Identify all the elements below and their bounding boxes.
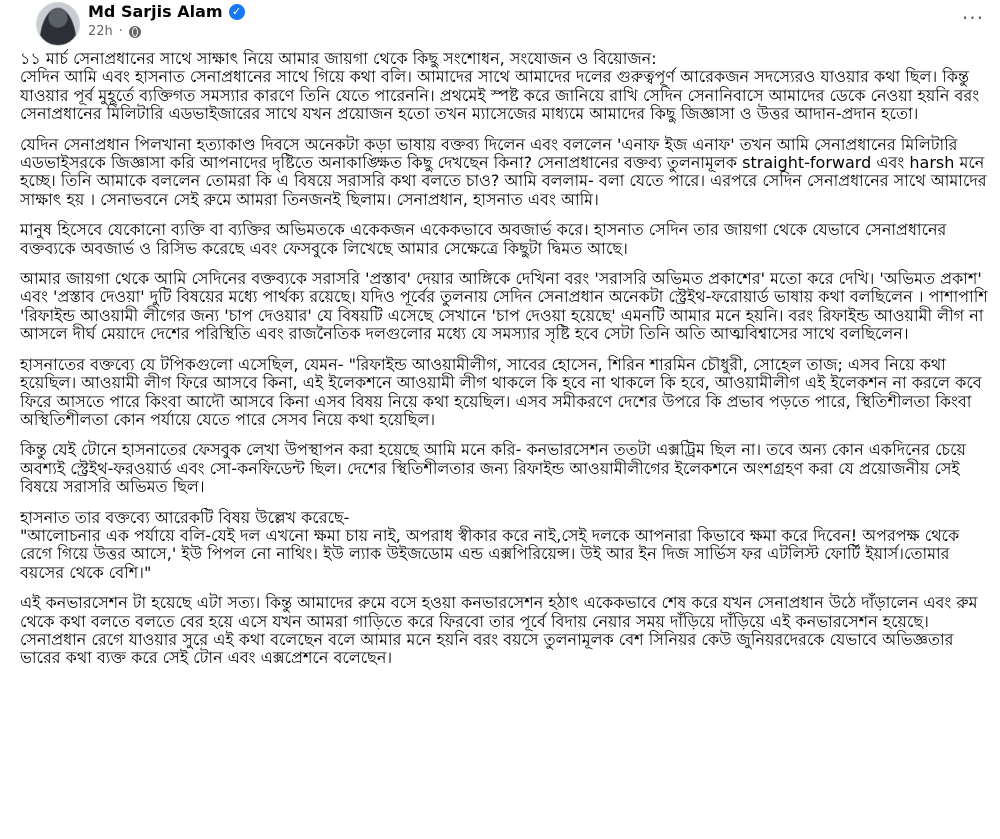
post-paragraph: হাসনাতের বক্তব্যে যে টপিকগুলো এসেছিল, যেমন- "রিফাইন্ড আওয়ামীলীগ, সাবের হোসেন, শিরিন শারমিন চৌধুরী, সোহেল তাজ; এসব নিয়ে কথা হয়েছিল। আওয়ামী লীগ ফিরে আসবে কিনা, এই ইলেকশনে আওয়ামী লীগ থাকলে কি হবে না থাকলে কি হবে, আওয়ামীলীগ এই ইলেকশন না করলে কবে ফিরে আসতে পারে কিংবা আদৌ আসবে কিনা এসব বিষয় নিয়ে কথা হয়েছিল। এসব সমীকরণে দেশের উপরে কি প্রভাব পড়তে পারে, স্থিতিশীলতা কিংবা অস্থিতিশীলতা কোন পর্যায়ে যেতে পারে সেসব নিয়ে কথা হয়েছিল।: [20, 354, 982, 429]
post-paragraph: মানুষ হিসেবে যেকোনো ব্যক্তি বা ব্যক্তির অভিমতকে একেকজন একেকভাবে অবজার্ভ করে। হাসনাত সেদিন তার জায়গা থেকে যেভাবে সেনাপ্রধানের বক্তব্যকে অবজার্ভ ও রিসিভ করেছে এবং ফেসবুকে লিখেছে আমার সেক্ষেত্রে কিছুটা দ্বিমত আছে।: [20, 220, 947, 258]
globe-icon: [129, 26, 141, 38]
more-options-button[interactable]: ···: [961, 6, 984, 30]
post-header: [20, 0, 992, 46]
post-paragraph: যেদিন সেনাপ্রধান পিলখানা হত্যাকাণ্ড দিবসে অনেকটা কড়া ভাষায় বক্তব্য দিলেন এবং বললেন 'এনাফ ইজ এনাফ' তখন আমি সেনাপ্রধানের মিলিটারি এডভাইসরকে জিজ্ঞাসা করি আপনাদের দৃষ্টিতে অনাকাঙ্ক্ষিত কিছু দেখছেন কিনা? সেনাপ্রধানের বক্তব্য তুলনামূলক straight-forward এবং harsh মনে হচ্ছে। তিনি আমাকে বললেন তোমরা কি এ বিষয়ে সরাসরি কথা বলতে চাও? আমি বললাম- বলা যেতে পারে। এরপরে সেদিন সেনাপ্রধানের সাথে আমাদের সাক্ষাৎ হয় । সেনাভবনে সেই রুমে আমরা তিনজনই ছিলাম। সেনাপ্রধান, হাসনাত এবং আমি।: [20, 134, 987, 209]
verified-badge-icon: ✓: [229, 4, 245, 20]
post-paragraph: কিন্তু যেই টোনে হাসনাতের ফেসবুক লেখা উপস্থাপন করা হয়েছে আমি মনে করি- কনভারসেশন ততটা এক্সট্রিম ছিল না। তবে অন্য কোন একদিনের চেয়ে অবশ্যই স্ট্রেইথ-ফরওয়ার্ড এবং সো-কনফিডেন্ট ছিল। দেশের স্থিতিশীলতার জন্য রিফাইন্ড আওয়ামীলীগের ইলেকশনে অংশগ্রহণ করা যে প্রয়োজনীয় সেই বিষয়ে সরাসরি অভিমত ছিল।: [20, 440, 966, 497]
post-paragraph: ১১ মার্চ সেনাপ্রধানের সাথে সাক্ষাৎ নিয়ে আমার জায়গা থেকে কিছু সংশোধন, সংযোজন ও বিয়োজন: সেদিন আমি এবং হাসনাত সেনাপ্রধানের সাথে গিয়ে কথা বলি। আমাদের সাথে আমাদের দলের গুরুত্বপূর্ণ আরেকজন সদস্যেরও যাওয়ার কথা ছিল। কিন্তু যাওয়ার পূর্ব মুহূর্তে ব্যক্তিগত সমস্যার কারণে তিনি যেতে পারেননি। প্রথমেই স্পষ্ট করে জানিয়ে রাখি সেদিন সেনানিবাসে আমাদের ডেকে নেওয়া হয়নি বরং সেনাপ্রধানের মিলিটারি এডভাইজারের সাথে যখন প্রয়োজন হতো তখন ম্যাসেজের মাধ্যমে আমাদের কিছু জিজ্ঞাসা ও উত্তর আদান-প্রদান হতো।: [20, 49, 980, 124]
post-paragraph: এই কনভারসেশন টা হয়েছে এটা সত্য। কিন্তু আমাদের রুমে বসে হওয়া কনভারসেশন হঠাৎ একেকভাবে শেষ করে যখন সেনাপ্রধান উঠে দাঁড়ালেন এবং রুম থেকে কথা বলতে বলতে বের হয়ে এসে যখন আমরা গাড়িতে করে ফিরবো তার পূর্বে বিদায় নেয়ার সময় দাঁড়িয়ে দাঁড়িয়ে এই কনভারসেশন হয়েছে। সেনাপ্রধান রেগে যাওয়ার সুরে এই কথা বলেছেন বলে আমার মনে হয়নি বরং বয়সে তুলনামূলক বেশ সিনিয়র কেউ জুনিয়রদেরকে যেভাবে অভিজ্ঞতার ভারের কথা ব্যক্ত করে সেই টোন এবং এক্সপ্রেশনে বলেছেন।: [20, 593, 978, 668]
post-paragraph: হাসনাত তার বক্তব্যে আরেকটি বিষয় উল্লেখ করেছে- "আলোচনার এক পর্যায়ে বলি-যেই দল এখনো ক্ষমা চায় নাই, অপরাধ স্বীকার করে নাই,সেই দলকে আপনারা কিভাবে ক্ষমা করে দিবেন! অপরপক্ষ থেকে রেগে গিয়ে উত্তর আসে,' ইউ পিপল নো নাথিং। ইউ ল্যাক উইজডোম এন্ড এক্সপিরিয়েন্স। উই আর ইন দিজ সার্ভিস ফর এটলিস্ট ফোর্টি ইয়ার্স।তোমার বয়সের থেকে বেশি।": [20, 507, 960, 582]
post-paragraph: আমার জায়গা থেকে আমি সেদিনের বক্তব্যকে সরাসরি 'প্রস্তাব' দেয়ার আঙ্গিকে দেখিনা বরং 'সরাসরি অভিমত প্রকাশের' মতো করে দেখি। 'অভিমত প্রকাশ' এবং 'প্রস্তাব দেওয়া' দুটি বিষয়ের মধ্যে পার্থক্য রয়েছে। যদিও পূর্বের তুলনায় সেদিন সেনাপ্রধান অনেকটা স্ট্রেইথ-ফরোয়ার্ড ভাষায় কথা বলছিলেন । পাশাপাশি 'রিফাইন্ড আওয়ামী লীগের জন্য 'চাপ দেওয়ার' যে বিষয়টি এসেছে সেখানে 'চাপ দেওয়া হয়েছে' এমনটি আমার মনে হয়নি। বরং রিফাইন্ড আওয়ামী লীগ না আসলে দীর্ঘ মেয়াদে দেশের পরিস্থিতি এবং রাজনৈতিক দলগুলোর মধ্যে যে সমস্যার সৃষ্টি হবে সেটা তিনি অতি আত্মবিশ্বাসের সাথে বলছিলেন।: [20, 269, 988, 344]
post-body: [20, 50, 992, 668]
post-meta: 22h ·: [88, 24, 141, 39]
avatar[interactable]: [36, 2, 80, 46]
post-timestamp[interactable]: 22h: [88, 24, 113, 39]
author-name[interactable]: Md Sarjis Alam: [88, 2, 223, 21]
author-row: [88, 2, 245, 21]
